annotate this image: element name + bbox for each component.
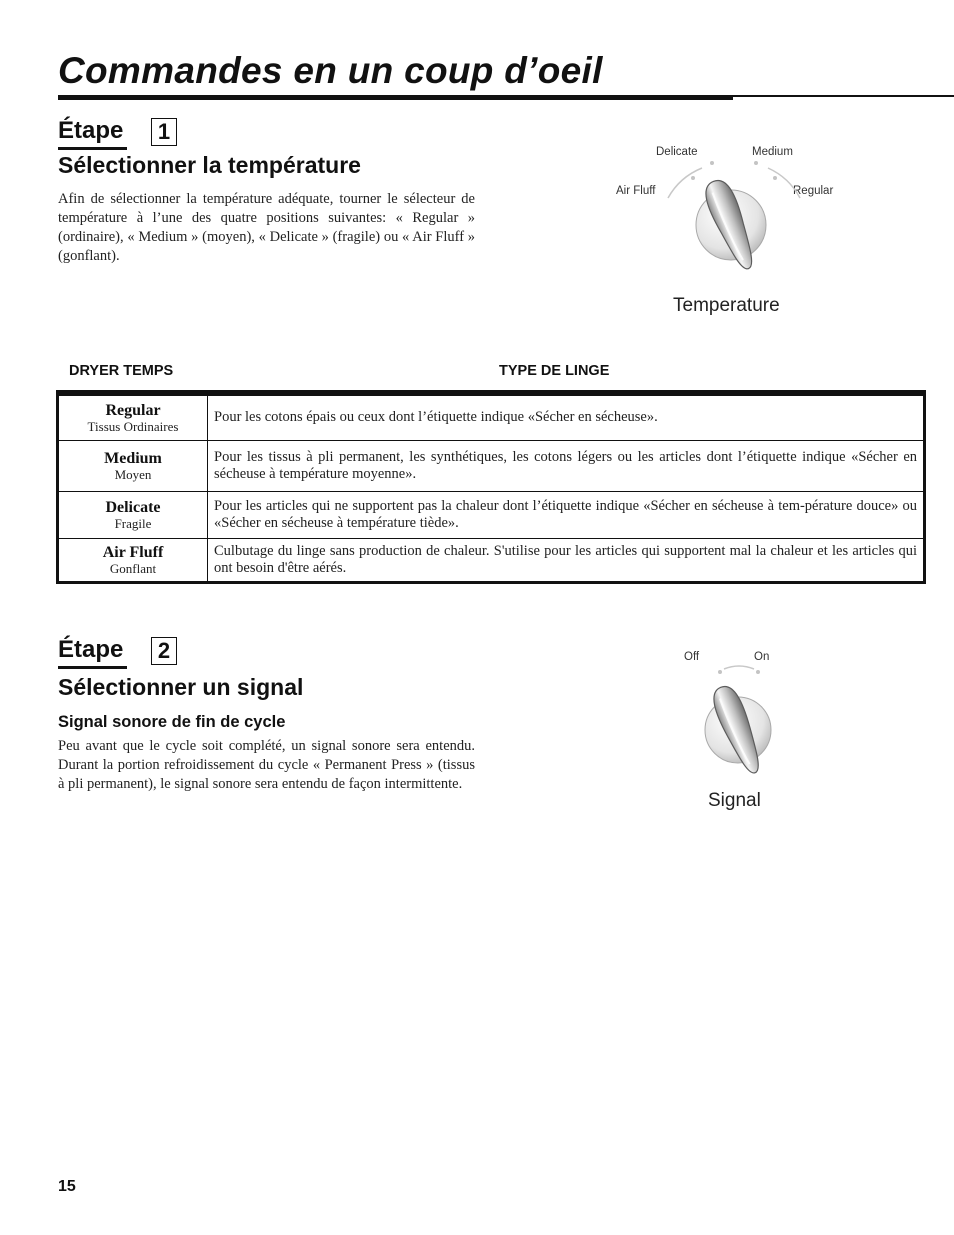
- dryer-temps-table: [56, 390, 926, 584]
- page-number: 15: [58, 1178, 76, 1195]
- knob-position-delicate: Delicate: [656, 146, 698, 158]
- step2-label: Étape: [58, 636, 124, 663]
- title-rule-thick: [58, 95, 733, 100]
- step1-label-underline: [58, 147, 127, 150]
- knob-position-medium: Medium: [752, 146, 793, 158]
- step2-subheading: Signal sonore de fin de cycle: [58, 713, 286, 731]
- step2-label-underline: [58, 666, 127, 669]
- table-row: [59, 396, 923, 440]
- temp-description: Culbutage du linge sans production de chaleur. S'utilise pour les articles qui supportent mal la chaleur et les articles qui ont besoin d'être aérés.: [214, 542, 917, 576]
- signal-knob-caption: Signal: [708, 790, 761, 811]
- page-title: Commandes en un coup d’oeil: [58, 50, 603, 91]
- temp-cell: [59, 538, 208, 581]
- step1-label: Étape: [58, 117, 124, 144]
- temp-subtitle: Tissus Ordinaires: [87, 418, 179, 434]
- temperature-knob-caption: Temperature: [673, 295, 780, 316]
- temp-cell: [59, 440, 208, 491]
- step1-heading: Sélectionner la température: [58, 152, 361, 178]
- step2-description: Peu avant que le cycle soit complété, un signal sonore sera entendu. Durant la portion refroidissement du cycle « Permanent Press » (tissus à pli permanent), le signal sonore sera entendu de façon intermittente.: [58, 738, 475, 792]
- column-header-type-de-linge: TYPE DE LINGE: [499, 363, 610, 379]
- temp-description: Pour les cotons épais ou ceux dont l’étiquette indique «Sécher en sécheuse».: [214, 409, 658, 426]
- description-cell: [208, 440, 924, 491]
- description-cell: [208, 538, 924, 581]
- table-row: [59, 440, 923, 491]
- table-row: [59, 491, 923, 538]
- step1-number-box: 1: [151, 118, 177, 146]
- knob-position-on: On: [754, 651, 770, 663]
- temp-name: Delicate: [105, 498, 161, 516]
- step2-heading: Sélectionner un signal: [58, 674, 304, 700]
- temp-subtitle: Gonflant: [109, 560, 157, 576]
- knob-position-air-fluff: Air Fluff: [616, 185, 656, 197]
- temp-name: Regular: [105, 401, 161, 419]
- column-header-dryer-temps: DRYER TEMPS: [69, 363, 174, 379]
- temp-cell: [59, 396, 208, 440]
- description-cell: [208, 491, 924, 538]
- temp-name: Medium: [104, 449, 162, 467]
- description-cell: [208, 396, 924, 440]
- temp-cell: [59, 491, 208, 538]
- table-row: [59, 538, 923, 581]
- temp-subtitle: Fragile: [114, 515, 152, 531]
- knob-position-regular: Regular: [793, 185, 834, 197]
- temp-description: Pour les tissus à pli permanent, les synthétiques, les cotons légers ou les articles dont l’étiquette indique «Sécher en sécheuse à température moyenne».: [214, 448, 917, 482]
- title-rule-thin: [733, 95, 954, 97]
- step2-number-box: 2: [151, 637, 177, 665]
- knob-position-off: Off: [684, 651, 700, 663]
- signal-knob[interactable]: [680, 660, 800, 785]
- temp-description: Pour les articles qui ne supportent pas la chaleur dont l’étiquette indique «Sécher en sécheuse à tem-pérature douce» ou «Sécher en sécheuse à température tiède».: [214, 497, 917, 531]
- temp-subtitle: Moyen: [114, 466, 152, 482]
- temperature-knob[interactable]: [640, 150, 830, 280]
- temp-name: Air Fluff: [102, 543, 164, 561]
- step1-description: Afin de sélectionner la température adéquate, tourner le sélecteur de température à l’une des quatre positions suivantes: « Regular » (ordinaire), « Medium » (moyen), « Delicate » (fragile) ou « Air Fluff » (gonflant).: [58, 191, 475, 264]
